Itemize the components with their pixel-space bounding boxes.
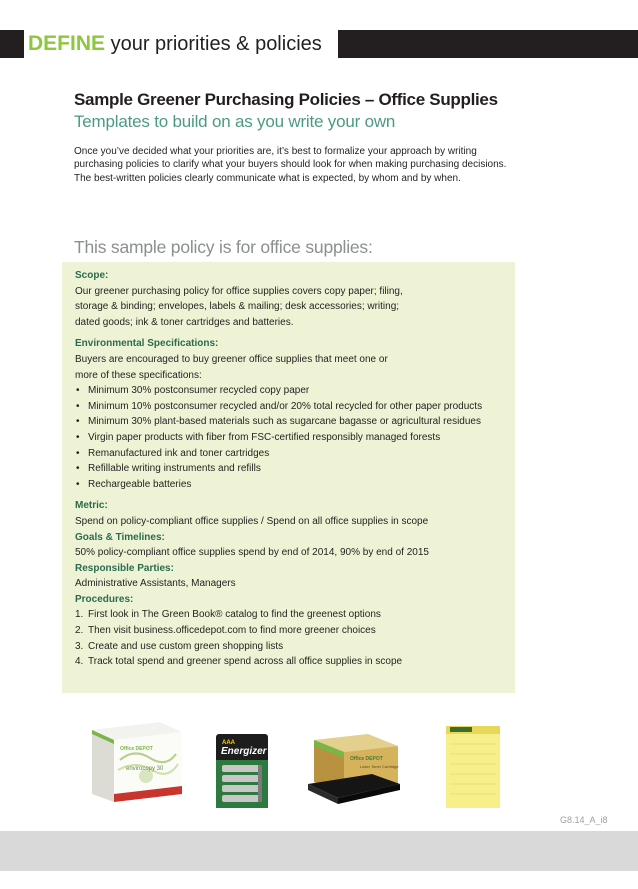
toner-product-label: Laser Toner Cartridge (360, 764, 399, 769)
section-header-text: your priorities & policies (105, 33, 322, 55)
env-spec-line: more of these specifications: (75, 369, 202, 381)
parties-label: Responsible Parties: (75, 562, 174, 574)
legal-pad-image (442, 722, 504, 810)
env-spec-list (75, 383, 511, 492)
procedures-list (75, 607, 511, 669)
toner-brand-label: Office DEPOT (350, 756, 383, 762)
battery-size-label: AAA (222, 740, 235, 746)
list-item (75, 639, 511, 655)
list-item: • Minimum 30% postconsumer recycled copy paper (75, 383, 511, 399)
env-spec-line: Buyers are encouraged to buy greener office supplies that meet one or (75, 353, 388, 365)
intro-paragraph (74, 145, 524, 185)
list-item: • Remanufactured ink and toner cartridges (75, 446, 511, 462)
list-item: • Virgin paper products with fiber from FSC-certified responsibly managed forests (75, 430, 511, 446)
product-images (0, 718, 638, 813)
policy-panel-heading: This sample policy is for office supplies: (62, 231, 515, 262)
step-text: Then visit business.officedepot.com to find more greener choices (88, 625, 376, 637)
footer-bar (0, 831, 638, 871)
env-spec-label: Environmental Specifications: (75, 338, 219, 350)
scope-line: dated goods; ink & toner cartridges and batteries. (75, 316, 294, 328)
scope-line: Our greener purchasing policy for office supplies covers copy paper; filing, (75, 285, 403, 297)
list-item: • Rechargeable batteries (75, 477, 511, 493)
step-number: 2. (75, 625, 84, 637)
step-text: Create and use custom green shopping lists (88, 640, 284, 652)
toner-box-image (304, 732, 404, 806)
step-text: First look in The Green Book® catalog to find the greenest options (88, 609, 381, 621)
list-item: • Refillable writing instruments and refills (75, 461, 511, 477)
document-code: G8.14_A_i8 (560, 815, 608, 825)
battery-pack-image (214, 732, 270, 810)
section-header-accent: DEFINE (28, 32, 106, 55)
copy-paper-image (86, 720, 188, 804)
parties-text: Administrative Assistants, Managers (75, 578, 236, 590)
metric-label: Metric: (75, 500, 108, 512)
battery-brand-label: Energizer (221, 746, 267, 757)
step-number: 1. (75, 609, 84, 621)
paper-brand-label: Office DEPOT (120, 746, 153, 752)
policy-panel-body (75, 268, 511, 670)
goals-label: Goals & Timelines: (75, 531, 165, 543)
page-title: Sample Greener Purchasing Policies – Office Supplies (74, 90, 498, 109)
list-item: • Minimum 10% postconsumer recycled and/or 20% total recycled for other paper products (75, 399, 511, 415)
list-item: • Minimum 30% plant-based materials such as sugarcane bagasse or agricultural residues (75, 414, 511, 430)
intro-line: The best-written policies clearly communicate what is expected, by whom and by when. (74, 172, 461, 184)
list-item (75, 623, 511, 639)
section-header (24, 30, 338, 58)
metric-text: Spend on policy-compliant office supplies / Spend on all office supplies in scope (75, 515, 429, 527)
procedures-label: Procedures: (75, 593, 134, 605)
scope-label: Scope: (75, 270, 109, 281)
list-item (75, 654, 511, 670)
step-number: 3. (75, 640, 84, 652)
step-number: 4. (75, 656, 84, 668)
goals-text: 50% policy-compliant office supplies spend by end of 2014, 90% by end of 2015 (75, 547, 429, 559)
step-text: Track total spend and greener spend across all office supplies in scope (88, 656, 403, 668)
page-subtitle: Templates to build on as you write your own (74, 112, 396, 131)
intro-line: Once you’ve decided what your priorities are, it’s best to formalize your approach by writing (74, 146, 477, 157)
scope-line: storage & binding; envelopes, labels & mailing; desk accessories; writing; (75, 301, 400, 313)
paper-product-label: envirocopy 30 (126, 766, 164, 772)
list-item (75, 607, 511, 623)
intro-line: purchasing policies to clarify what your buyers should look for when making purchasing decisions. (74, 159, 507, 171)
policy-panel (62, 231, 515, 693)
